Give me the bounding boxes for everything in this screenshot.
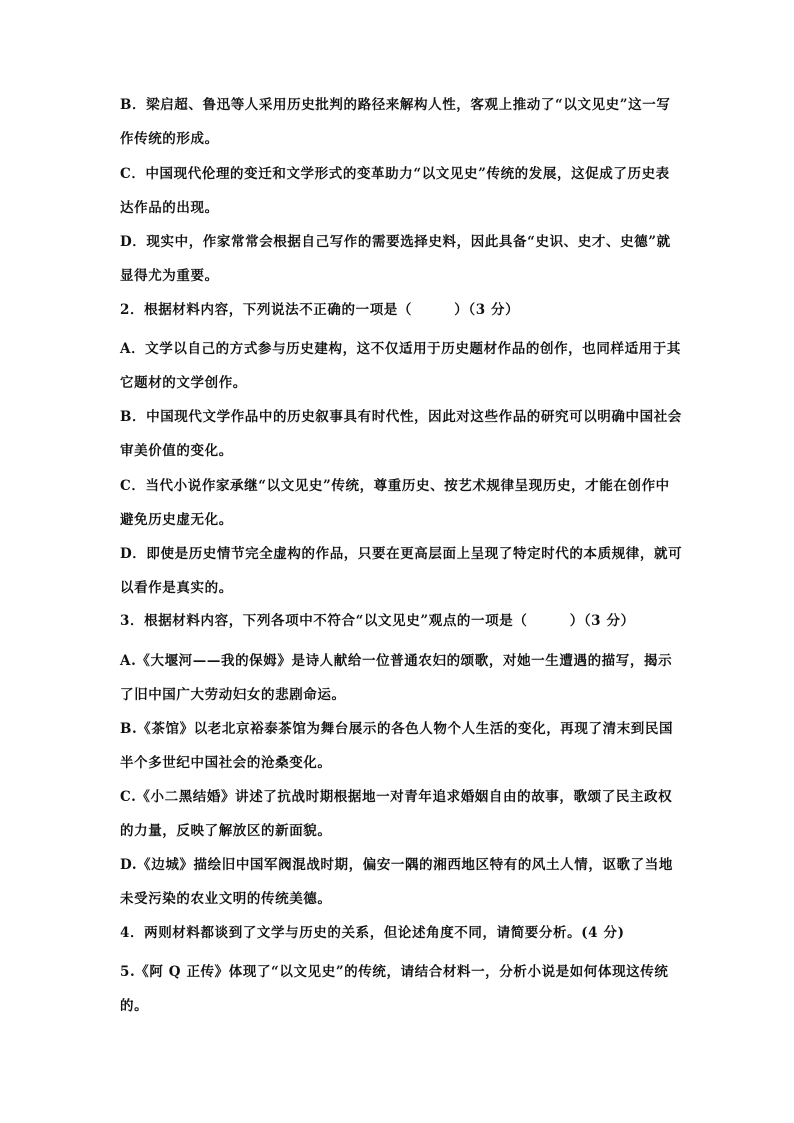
question-3 <box>120 604 680 638</box>
option-2c <box>120 469 680 537</box>
text-line: C．中国现代伦理的变迁和文学形式的变革助力“以文见史”传统的发展，这促成了历史表 <box>120 166 670 182</box>
text-line: 了旧中国广大劳动妇女的悲剧命运。 <box>120 687 346 703</box>
option-2b <box>120 400 680 468</box>
text-line: 2．根据材料内容，下列说法不正确的一项是（ ）（3 分） <box>120 302 520 318</box>
text-line: 避免历史虚无化。 <box>120 512 233 528</box>
text-line: B．梁启超、鲁迅等人采用历史批判的路径来解构人性，客观上推动了“以文见史”这一写 <box>120 97 671 113</box>
text-line: 它题材的文学创作。 <box>120 375 247 391</box>
text-line: D.《边城》描绘旧中国军阀混战时期，偏安一隅的湘西地区特有的风土人情，讴歌了当地 <box>120 857 673 873</box>
text-line: A．文学以自己的方式参与历史建构，这不仅适用于历史题材作品的创作，也同样适用于其 <box>120 341 681 357</box>
text-line: 3．根据材料内容，下列各项中不符合“以文见史”观点的一项是（ ）（3 分） <box>120 613 635 629</box>
text-line: 以看作是真实的。 <box>120 580 233 596</box>
question-2 <box>120 293 680 327</box>
text-line: A.《大堰河——我的保姆》是诗人献给一位普通农妇的颂歌，对她一生遭遇的描写，揭示 <box>120 653 673 669</box>
text-line: B.《茶馆》以老北京裕泰茶馆为舞台展示的各色人物个人生活的变化，再现了清末到民国 <box>120 721 674 737</box>
option-2a <box>120 332 680 400</box>
option-1c <box>120 157 680 225</box>
option-3d <box>120 848 680 916</box>
option-1d <box>120 225 680 293</box>
text-line: 审美价值的变化。 <box>120 443 233 459</box>
text-line: C.《小二黑结婚》讲述了抗战时期根据地一对青年追求婚姻自由的故事，歌颂了民主政权 <box>120 789 673 805</box>
option-1b <box>120 88 680 156</box>
text-line: B．中国现代文学作品中的历史叙事具有时代性，因此对这些作品的研究可以明确中国社会 <box>120 409 682 425</box>
text-line: D．现实中，作家常常会根据自己写作的需要选择史料，因此具备“史识、史才、史德”就 <box>120 234 671 250</box>
text-line: D．即使是历史情节完全虚构的作品，只要在更高层面上呈现了特定时代的本质规律，就可 <box>120 546 683 562</box>
option-3b <box>120 712 680 780</box>
text-line: 半个多世纪中国社会的沧桑变化。 <box>120 755 332 771</box>
question-5 <box>120 955 680 1023</box>
text-line: 5.《阿 Q 正传》体现了“以文见史”的传统，请结合材料一，分析小说是如何体现这传统 <box>120 964 669 980</box>
text-line: 4．两则材料都谈到了文学与历史的关系，但论述角度不同，请简要分析。(4 分) <box>120 925 625 941</box>
text-line: 作传统的形成。 <box>120 131 219 147</box>
text-line: 显得尤为重要。 <box>120 268 219 284</box>
text-line: 达作品的出现。 <box>120 200 219 216</box>
text-line: 的。 <box>120 998 149 1014</box>
text-line: 未受污染的农业文明的传统美德。 <box>120 891 332 907</box>
text-line: C．当代小说作家承继“以文见史”传统，尊重历史、按艺术规律呈现历史，才能在创作中 <box>120 478 670 494</box>
text-line: 的力量，反映了解放区的新面貌。 <box>120 823 332 839</box>
option-3c <box>120 780 680 848</box>
option-2d <box>120 537 683 605</box>
option-3a <box>120 644 680 712</box>
question-4 <box>120 916 680 950</box>
